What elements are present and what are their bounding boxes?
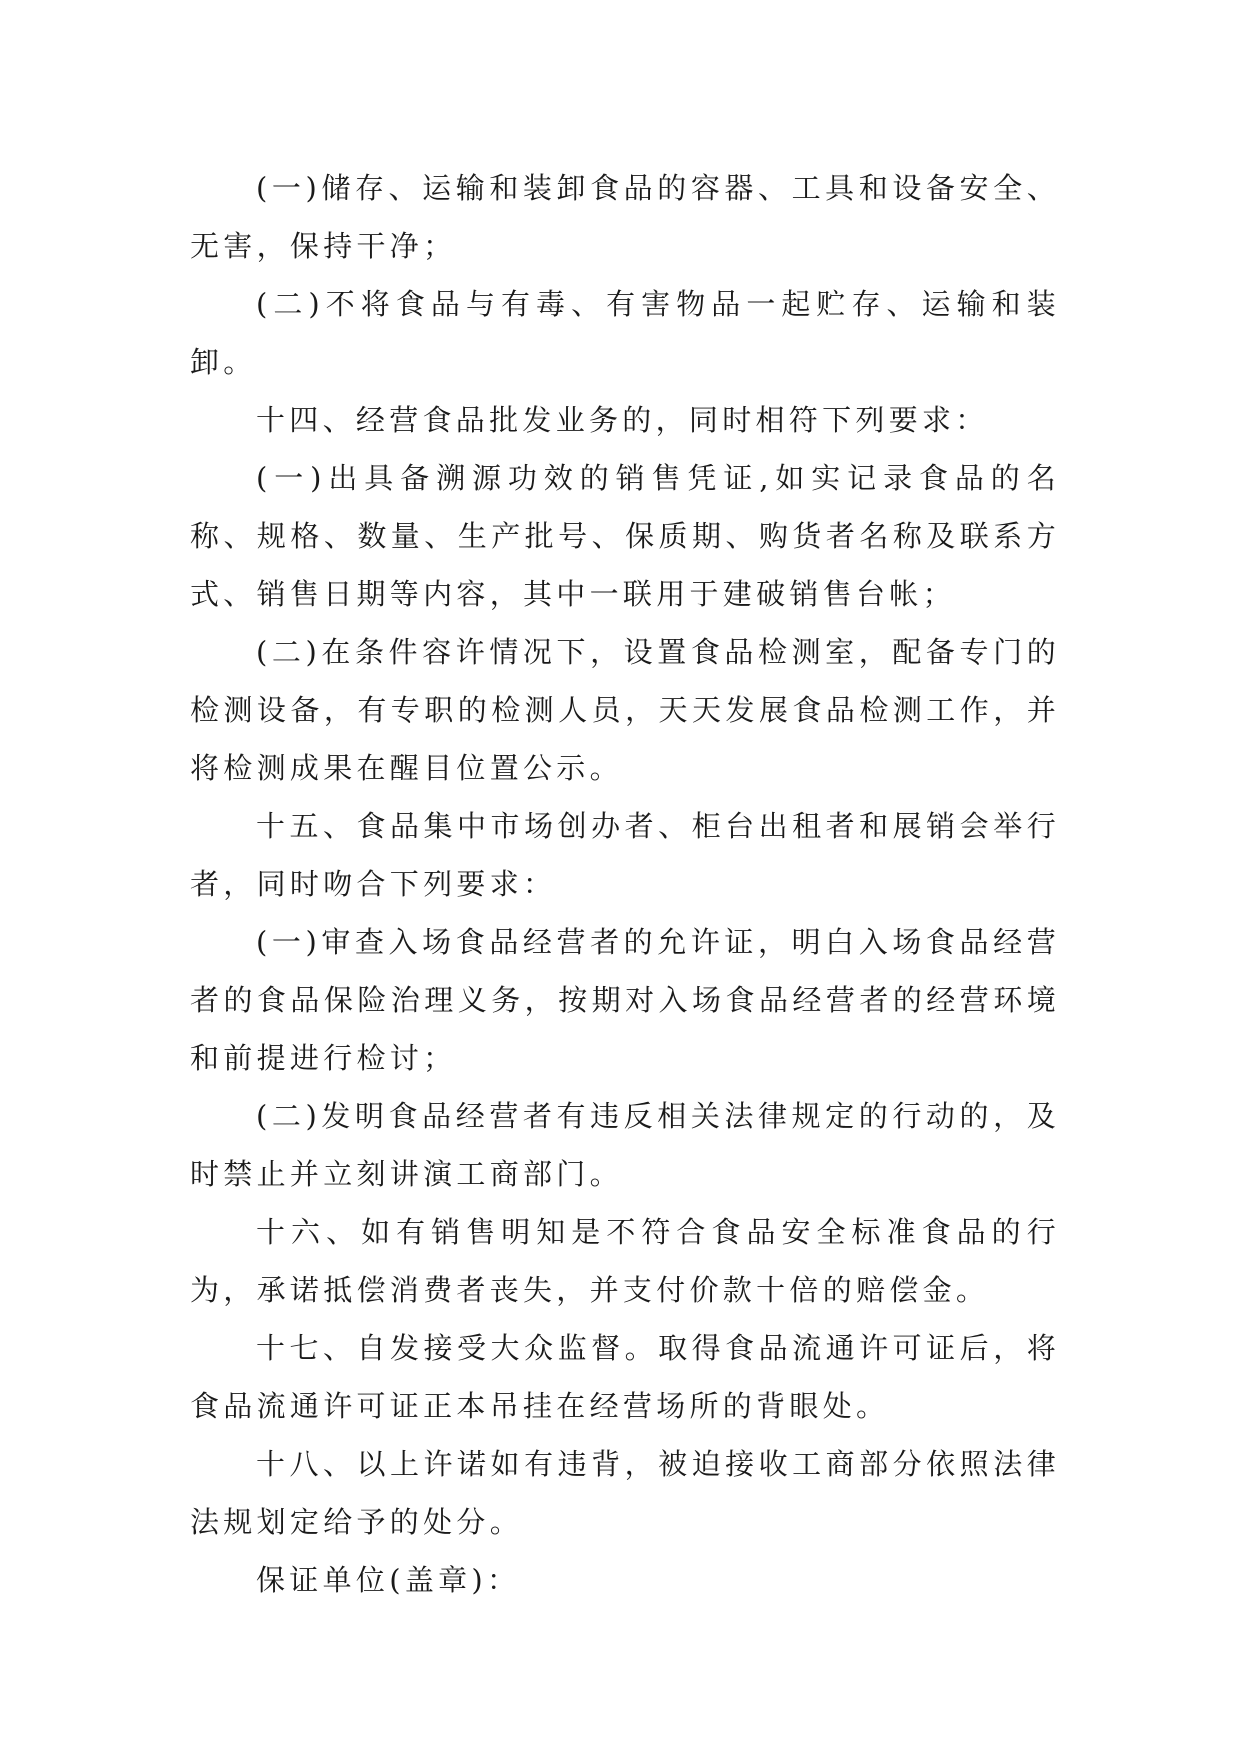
paragraph-violation-report: (二)发明食品经营者有违反相关法律规定的行动的，及时禁止并立刻讲演工商部门。 [190,1099,1060,1191]
paragraph-no-toxic-storage: (二)不将食品与有毒、有害物品一起贮存、运输和装卸。 [190,287,1060,379]
guarantor-seal-line: 保证单位(盖章)： [256,1563,521,1597]
paragraph-public-supervision: 十七、自发接受大众监督。取得食品流通许可证后，将食品流通许可证正本吊挂在经营场所的背眼处。 [190,1331,1060,1423]
paragraph-penalty: 十八、以上许诺如有违背，被迫接收工商部分依照法律法规划定给予的处分。 [190,1447,1060,1539]
paragraph-testing-room: (二)在条件容许情况下，设置食品检测室，配备专门的检测设备，有专职的检测人员，天天发展食品检测工作，并将检测成果在醒目位置公示。 [190,635,1060,785]
paragraph-sales-voucher: (一)出具备溯源功效的销售凭证,如实记录食品的名称、规格、数量、生产批号、保质期、购货者名称及联系方式、销售日期等内容，其中一联用于建破销售台帐； [190,461,1060,611]
paragraph-wholesale-heading: 十四、经营食品批发业务的，同时相符下列要求： [256,403,989,437]
paragraph-storage-containers: (一)储存、运输和装卸食品的容器、工具和设备安全、无害，保持干净； [190,171,1060,263]
paragraph-compensation: 十六、如有销售明知是不符合食品安全标准食品的行为，承诺抵偿消费者丧失，并支付价款十倍的赔偿金。 [190,1215,1060,1307]
paragraph-license-review: (一)审查入场食品经营者的允许证，明白入场食品经营者的食品保险治理义务，按期对入场食品经营者的经营环境和前提进行检讨； [190,925,1060,1075]
paragraph-market-organizer-heading: 十五、食品集中市场创办者、柜台出租者和展销会举行者，同时吻合下列要求： [190,809,1060,901]
document-body [190,159,1060,1609]
